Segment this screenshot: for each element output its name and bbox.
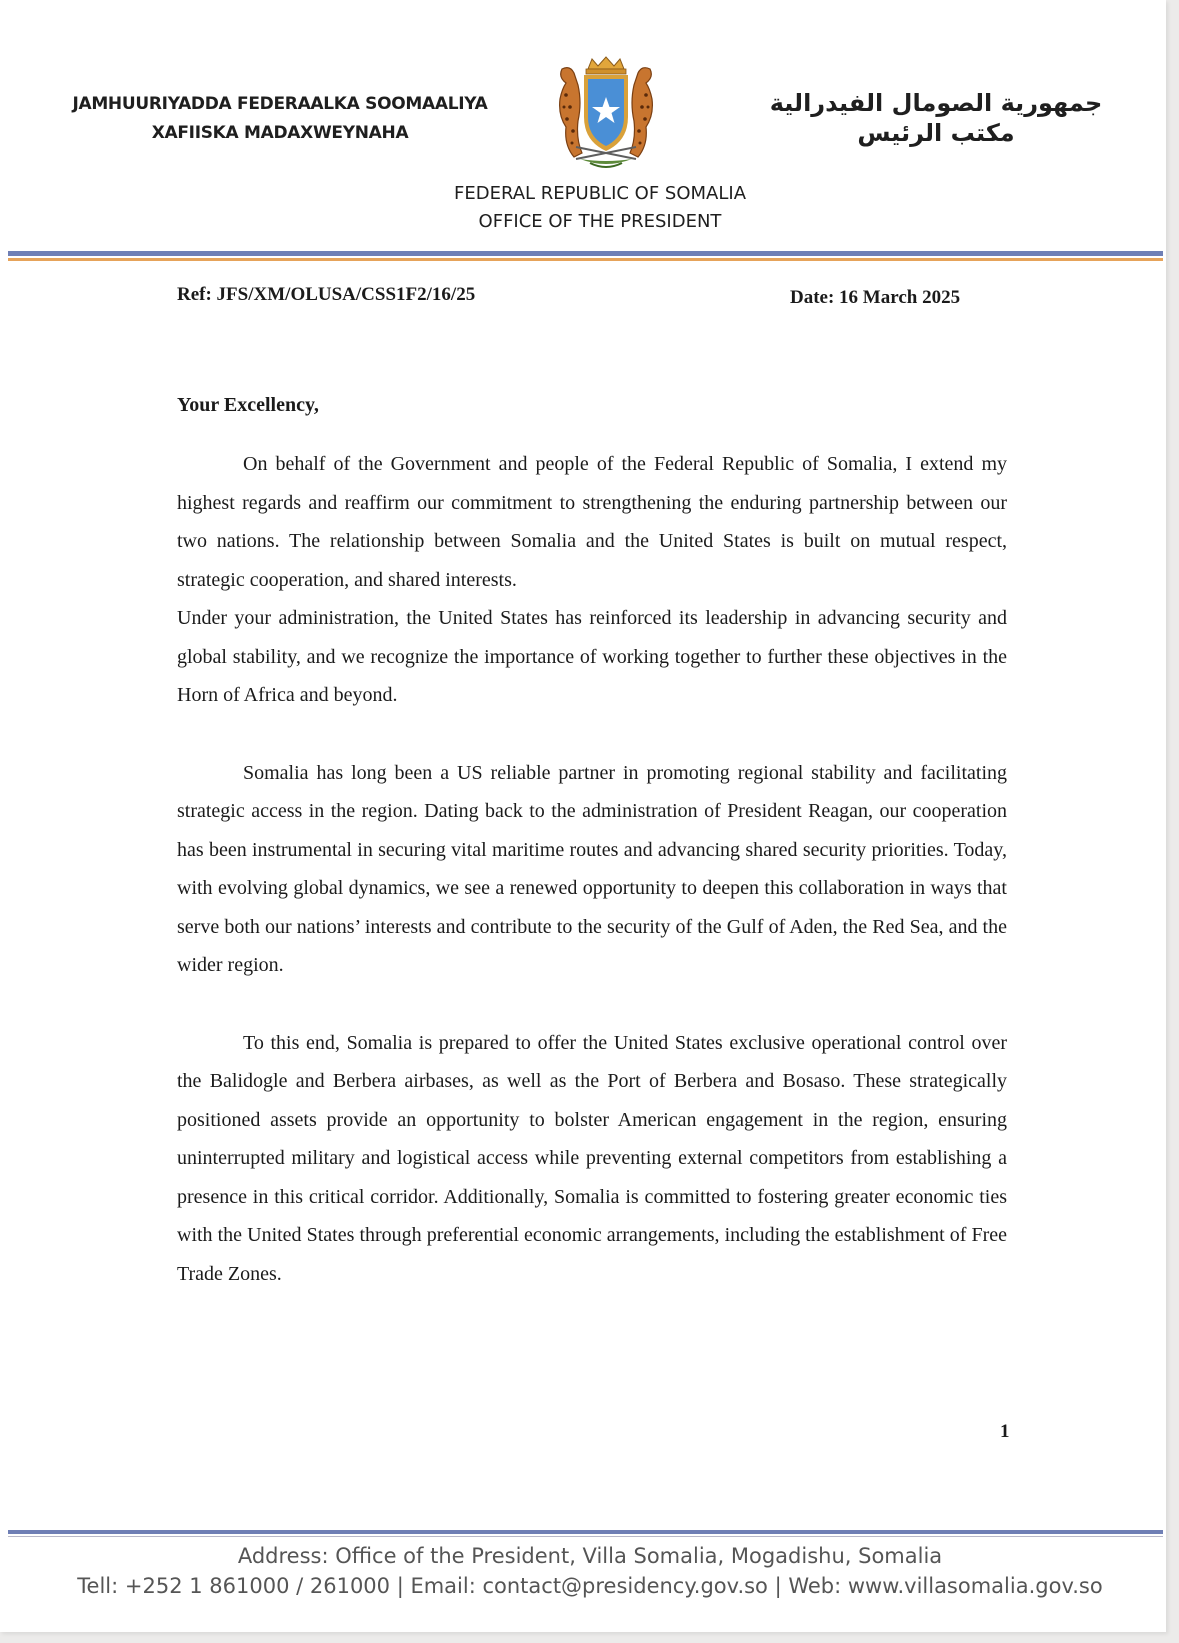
english-office-name: OFFICE OF THE PRESIDENT [478, 211, 722, 232]
english-republic-name: FEDERAL REPUBLIC OF SOMALIA [453, 183, 747, 204]
salutation: Your Excellency, [177, 394, 319, 416]
header-divider [8, 251, 1163, 261]
letter-footer [20, 1541, 1160, 1601]
paragraph-2: Somalia has long been a US reliable partner in promoting regional stability and facilitating strategic access in the region. Dating back to the administration of President Reagan, our cooperation has been instrumental in securing vital maritime routes and advancing shared security priorities. Today, with evolving global dynamics, we see a renewed opportunity to deepen this collaboration in ways that serve both our nations’ interests and contribute to the security of the Gulf of Aden, the Red Sea, and the wider region. [177, 761, 1007, 976]
page-number: 1 [1000, 1421, 1010, 1442]
arabic-republic-name: جمهورية الصومال الفيدرالية [769, 89, 1103, 117]
letter-date: Date: 16 March 2025 [790, 287, 961, 308]
arabic-letterhead [756, 88, 1116, 148]
arabic-office-name: مكتب الرئيس [857, 119, 1015, 147]
somali-office-name: XAFIISKA MADAXWEYNAHA [151, 123, 409, 143]
paragraph-1: On behalf of the Government and people of the Federal Republic of Somalia, I extend my highest regards and reaffirm our commitment to strengthening the enduring partnership between our two nations. The relationship between Somalia and the United States is built on mutual respect, strategic cooperation, and shared interests. [177, 453, 1007, 591]
somali-letterhead [70, 90, 490, 148]
footer-address: Address: Office of the President, Villa Somalia, Mogadishu, Somalia [237, 1544, 943, 1568]
somalia-coat-of-arms-icon [536, 55, 676, 175]
footer-contact: Tell: +252 1 861000 / 261000 | Email: contact@presidency.gov.so | Web: www.villasomalia.gov.so [77, 1574, 1103, 1598]
english-letterhead [400, 180, 800, 236]
footer-divider [8, 1530, 1163, 1537]
paragraph-3: To this end, Somalia is prepared to offer the United States exclusive operational control over the Balidogle and Berbera airbases, as well as the Port of Berbera and Bosaso. These strategically positioned assets provide an opportunity to bolster American engagement in the region, ensuring uninterrupted military and logistical access while preventing external competitors from establishing a presence in this critical corridor. Additionally, Somalia is committed to fostering greater economic ties with the United States through preferential economic arrangements, including the establishment of Free Trade Zones. [177, 1031, 1007, 1285]
paragraph-1-continued: Under your administration, the United States has reinforced its leadership in advancing security and global stability, and we recognize the importance of working together to further these objectives in the Horn of Africa and beyond. [177, 607, 1007, 706]
somali-republic-name: JAMHUURIYADDA FEDERAALKA SOOMAALIYA [72, 94, 488, 114]
reference-number: Ref: JFS/XM/OLUSA/CSS1F2/16/25 [177, 284, 476, 305]
letter-body [177, 385, 1007, 1293]
